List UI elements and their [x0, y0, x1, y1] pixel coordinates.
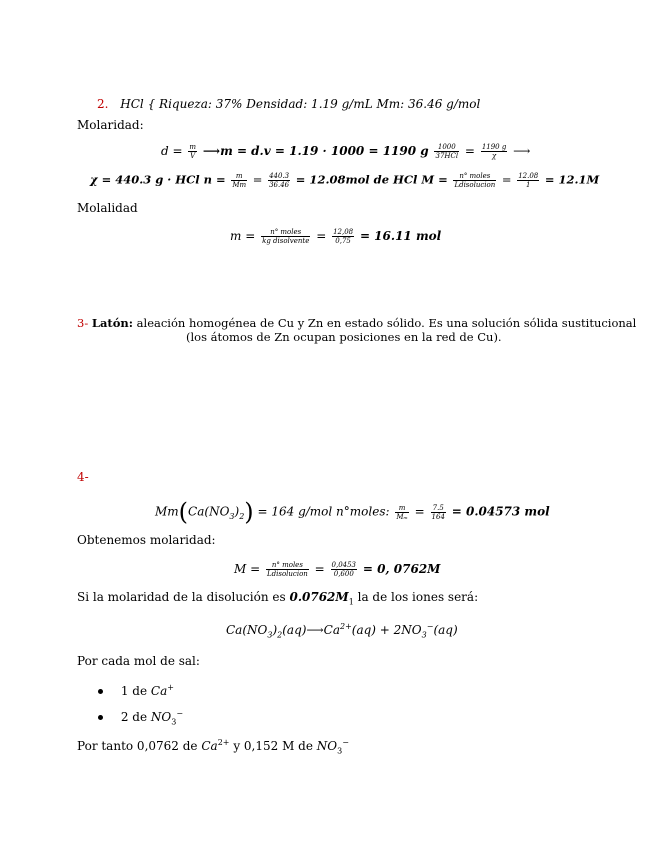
- bullet-item-2: [98, 709, 183, 726]
- dissociation-equation: [226, 622, 458, 639]
- obtenemos-molaridad-label: Obtenemos molaridad:: [77, 533, 216, 547]
- section-3-line2: (los átomos de Zn ocupan posiciones en la red de Cu).: [186, 330, 502, 344]
- section-2-number: 2.: [97, 97, 109, 111]
- superscript: −: [176, 709, 184, 718]
- eq-text: = 0, 0762M: [362, 562, 441, 576]
- fraction: [331, 561, 358, 578]
- density-equation: [161, 143, 530, 160]
- eq-text: =: [316, 229, 327, 243]
- denominator: Mm: [232, 181, 247, 189]
- eq-text: =: [501, 172, 512, 187]
- numerator: n° moles: [266, 561, 309, 570]
- section-3-number: 3-: [77, 316, 89, 330]
- denominator: V: [190, 152, 196, 160]
- section-3-term: Latón:: [91, 316, 133, 330]
- eq-text: = 164 g/mol n°moles:: [257, 504, 390, 519]
- denominator: 0,600: [333, 570, 354, 578]
- eq-text: ⟶: [513, 144, 531, 158]
- subscript: 3: [171, 717, 177, 727]
- subscript: 3: [421, 630, 427, 640]
- molality-equation: [230, 228, 441, 245]
- denominator: 164: [431, 512, 445, 521]
- fraction: [395, 504, 408, 521]
- eq-text: =: [414, 504, 425, 519]
- bullet-text: 1 de: [120, 684, 148, 698]
- denominator: Ldisolucion: [454, 181, 496, 189]
- molar-mass-equation: [155, 498, 550, 526]
- eq-text: (aq)⟶Ca: [282, 623, 340, 637]
- ion-formula: NO: [316, 739, 338, 753]
- molarity-value: 0.0762M: [289, 590, 349, 604]
- bullet-item-1: [98, 683, 174, 698]
- denominator: 36.46: [269, 181, 290, 189]
- denominator: 0,75: [335, 237, 351, 245]
- fraction: [268, 172, 290, 189]
- numerator: 12,08: [333, 228, 354, 236]
- denominator: Mₘ: [396, 512, 408, 521]
- ion-formula: NO: [150, 710, 172, 724]
- sentence-text: Si la molaridad de la disolución es: [77, 590, 286, 604]
- eq-text: Mm: [155, 504, 179, 519]
- eq-text: = 12.1M: [544, 172, 600, 187]
- eq-text: m =: [230, 229, 256, 243]
- molaridad-label: Molaridad:: [77, 118, 144, 132]
- superscript: 2+: [217, 738, 230, 747]
- eq-text: = 0.04573 mol: [451, 504, 550, 519]
- superscript: −: [342, 738, 349, 747]
- bullet-icon: [98, 715, 103, 720]
- eq-text: Ca(NO: [226, 623, 268, 637]
- final-text: y 0,152 M de: [233, 739, 313, 753]
- ions-sentence: [77, 590, 478, 606]
- por-cada-label: Por cada mol de sal:: [77, 654, 200, 668]
- superscript: +: [167, 683, 174, 692]
- eq-text: (aq): [433, 623, 458, 637]
- numerator: 7.5: [431, 504, 446, 513]
- section-4-number: 4-: [77, 470, 89, 484]
- final-text: Por tanto 0,0762 de: [77, 739, 198, 753]
- eq-text: =: [314, 562, 325, 576]
- eq-text: M =: [234, 562, 261, 576]
- eq-text: (aq) + 2NO: [351, 623, 422, 637]
- denominator: 37HCl: [435, 152, 459, 160]
- bullet-icon: [98, 689, 103, 694]
- fraction: [453, 172, 496, 189]
- molarity-equation-2: [234, 561, 440, 578]
- numerator: 440.3: [269, 172, 290, 180]
- denominator: 1: [525, 181, 531, 189]
- ion-formula: Ca: [150, 684, 168, 698]
- fraction: [188, 143, 197, 160]
- numerator: n° moles: [453, 172, 496, 181]
- eq-text: ⟶m = d.v = 1.19 · 1000 = 1190 g: [202, 144, 429, 158]
- ion-formula: Ca: [201, 739, 218, 753]
- big-paren: (: [178, 498, 189, 526]
- fraction: [261, 228, 310, 245]
- section-3-line1: [77, 316, 636, 330]
- fraction: [481, 143, 508, 160]
- denominator: χ: [491, 152, 497, 160]
- subscript: 2: [277, 630, 283, 640]
- eq-text: χ = 440.3 g · HCl n =: [90, 172, 226, 187]
- denominator: Ldisolucion: [266, 570, 308, 578]
- subscript: 1: [348, 597, 354, 607]
- section-3-text: aleación homogénea de Cu y Zn en estado sólido. Es una solución sólida sustitucional: [136, 316, 637, 330]
- fraction: [431, 504, 446, 521]
- denominator: kg disolvente: [262, 237, 310, 245]
- section-2-data-line: HCl { Riqueza: 37% Densidad: 1.19 g/mL Mm: 36.46 g/mol: [120, 97, 481, 111]
- numerator: 1190 g: [481, 143, 507, 151]
- fraction: [332, 228, 354, 245]
- numerator: m: [395, 504, 408, 513]
- fraction: [517, 172, 539, 189]
- numerator: 0,0453: [331, 561, 357, 569]
- section-2-header: [97, 97, 480, 111]
- eq-text: ): [272, 623, 278, 637]
- big-paren: ): [244, 498, 254, 526]
- numerator: 1000: [434, 143, 459, 152]
- subscript: 3: [267, 630, 273, 640]
- fraction: [266, 561, 309, 578]
- final-sentence: [77, 738, 349, 755]
- superscript: −: [426, 622, 434, 631]
- eq-text: = 12.08mol de HCl M =: [295, 172, 448, 187]
- bullet-text: 2 de: [120, 710, 148, 724]
- numerator: m: [231, 172, 247, 181]
- eq-text: ): [234, 504, 240, 519]
- eq-text: = 16.11 mol: [359, 229, 442, 243]
- numerator: m: [189, 143, 197, 151]
- numerator: 12.08: [518, 172, 539, 180]
- eq-text: =: [464, 144, 475, 158]
- fraction: [434, 143, 459, 160]
- eq-text: =: [252, 172, 263, 187]
- subscript: 3: [229, 511, 235, 521]
- eq-text: Ca(NO: [188, 504, 230, 519]
- subscript: 2: [239, 511, 245, 521]
- numerator: n° moles: [261, 228, 310, 237]
- molalidad-label: Molalidad: [77, 201, 138, 215]
- subscript: 3: [337, 746, 343, 756]
- superscript: 2+: [339, 622, 352, 631]
- molarity-equation: [90, 172, 599, 189]
- fraction: [231, 172, 247, 189]
- eq-text: d =: [161, 144, 183, 158]
- sentence-text: la de los iones será:: [357, 590, 479, 604]
